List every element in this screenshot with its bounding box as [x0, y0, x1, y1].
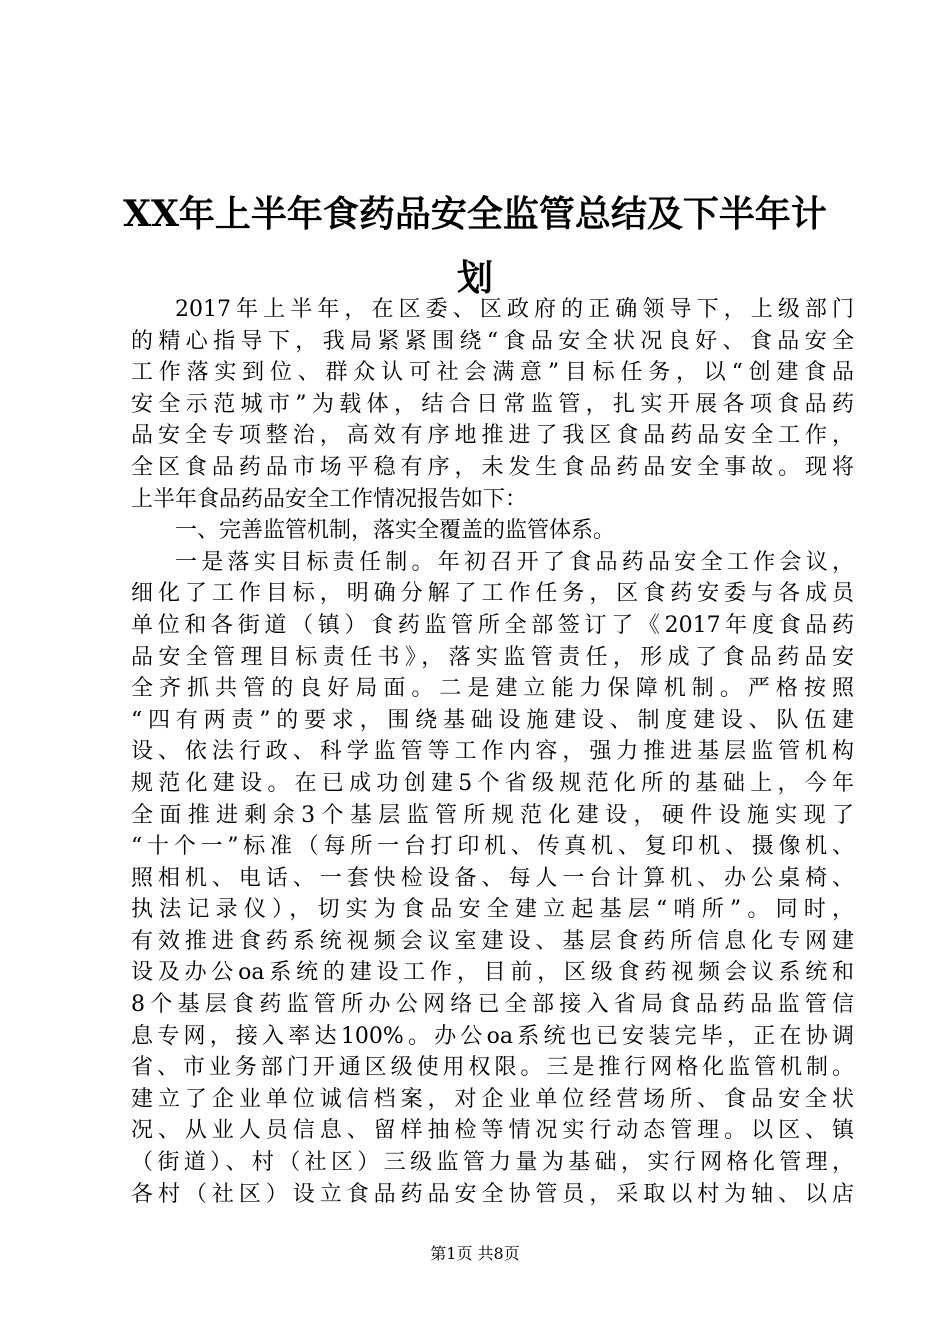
text-line: 工作落实到位、群众认可社会满意”目标任务，以“创建食品: [131, 360, 854, 386]
text-line: 8个基层食药监管所办公网络已全部接入省局食品药品监管信: [131, 992, 854, 1018]
text-line: 2017年上半年，在区委、区政府的正确领导下，上级部门: [175, 297, 854, 322]
text-line: （街道）、村（社区）三级监管力量为基础，实行网格化管理，: [131, 1150, 854, 1176]
section-heading: 一、完善监管机制，落实全覆盖的监管体系。: [175, 518, 616, 544]
text-line: 细化了工作目标，明确分解了工作任务，区食药安委与各成员: [131, 581, 854, 607]
text-line: 省、市业务部门开通区级使用权限。三是推行网格化监管机制。: [131, 1055, 854, 1081]
text-line: 建立了企业单位诚信档案，对企业单位经营场所、食品安全状: [131, 1086, 854, 1112]
text-line: 品安全专项整治，高效有序地推进了我区食品药品安全工作，: [131, 423, 854, 449]
text-line: 品安全管理目标责任书》，落实监管责任，形成了食品药品安: [131, 644, 854, 670]
text-line: 规范化建设。在已成功创建5个省级规范化所的基础上，今年: [131, 770, 854, 796]
text-line: 各村（社区）设立食品药品安全协管员，采取以村为轴、以店: [131, 1181, 854, 1207]
text-line: 执法记录仪），切实为食品安全建立起基层“哨所”。同时，: [131, 897, 854, 923]
title-line-1: XX年上半年食药品安全监管总结及下半年计: [123, 193, 827, 235]
text-line: 照相机、电话、一套快检设备、每人一台计算机、办公桌椅、: [131, 865, 854, 891]
text-line: 况、从业人员信息、留样抽检等情况实行动态管理。以区、镇: [131, 1118, 854, 1144]
text-line: “四有两责”的要求，围绕基础设施建设、制度建设、队伍建: [131, 707, 854, 733]
document-title: [110, 182, 840, 310]
text-line: 全齐抓共管的良好局面。二是建立能力保障机制。严格按照: [131, 676, 854, 702]
text-line: 安全示范城市”为载体，结合日常监管，扎实开展各项食品药: [131, 391, 854, 417]
text-line: “十个一”标准（每所一台打印机、传真机、复印机、摄像机、: [131, 834, 854, 860]
title-line-2: 划: [456, 257, 493, 299]
text-line: 设、依法行政、科学监管等工作内容，强力推进基层监管机构: [131, 739, 854, 765]
text-line: 的精心指导下，我局紧紧围绕“食品安全状况良好、食品安全: [131, 328, 854, 354]
text-line: 全区食品药品市场平稳有序，未发生食品药品安全事故。现将: [131, 454, 854, 480]
text-line: 有效推进食药系统视频会议室建设、基层食药所信息化专网建: [131, 928, 854, 954]
text-line: 设及办公oa系统的建设工作，目前，区级食药视频会议系统和: [131, 960, 854, 986]
text-line: 一是落实目标责任制。年初召开了食品药品安全工作会议，: [175, 549, 854, 575]
text-line: 全面推进剩余3个基层监管所规范化建设，硬件设施实现了: [131, 802, 854, 828]
text-line: 上半年食品药品安全工作情况报告如下：: [131, 486, 528, 512]
text-line: 单位和各街道（镇）食药监管所全部签订了《2017年度食品药: [131, 612, 854, 638]
document-body: [131, 294, 854, 1210]
page-footer: 第1页 共8页: [430, 1244, 520, 1263]
text-line: 息专网，接入率达100%。办公oa系统也已安装完毕，正在协调: [131, 1023, 854, 1049]
